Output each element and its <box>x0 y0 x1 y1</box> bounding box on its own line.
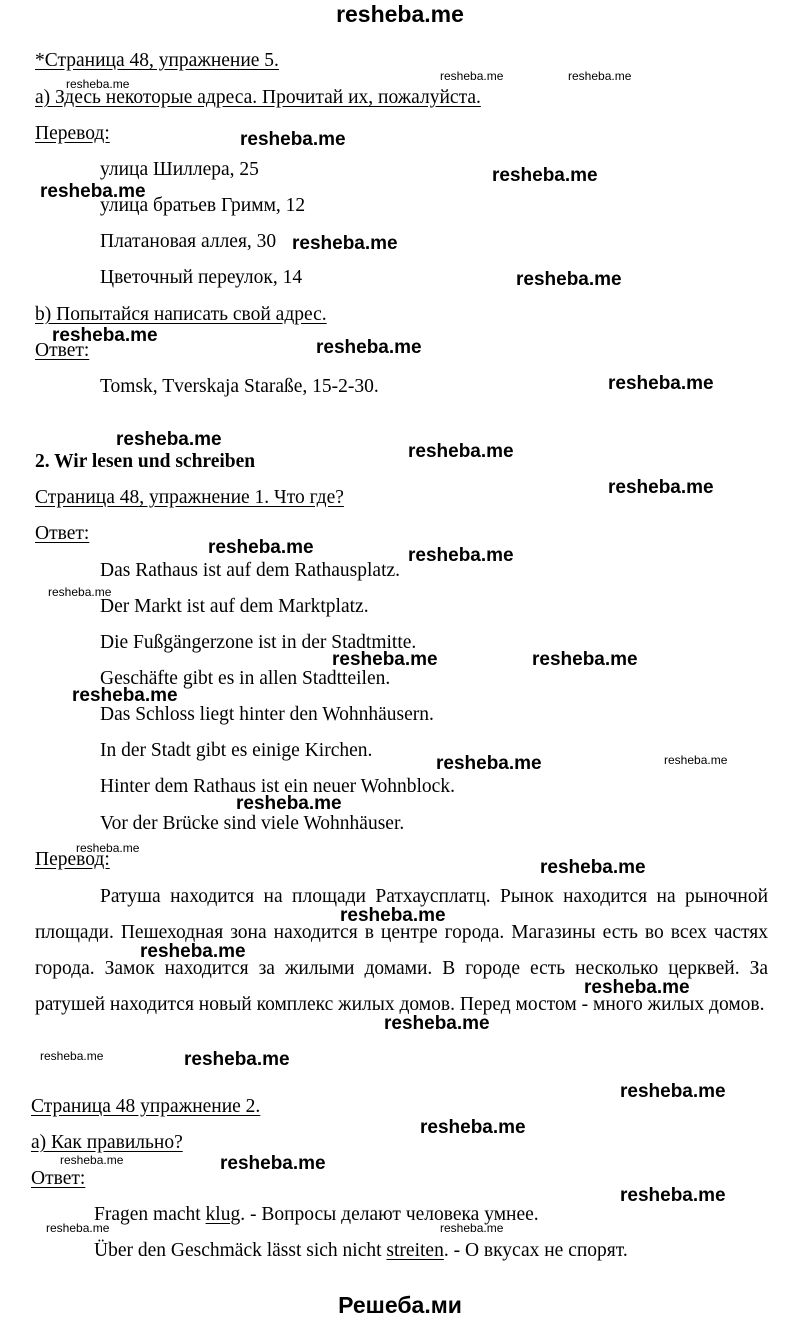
answer-label: Ответ: <box>31 1168 86 1189</box>
proverb-answer-word: streiten <box>386 1240 444 1261</box>
watermark: resheba.me <box>532 649 638 670</box>
task5b-prompt: b) Попытайся написать свой адрес. <box>35 304 327 325</box>
watermark: resheba.me <box>516 269 622 290</box>
site-footer: Решеба.ми <box>338 1292 462 1318</box>
task5a-prompt: a) Здесь некоторые адреса. Прочитай их, пожалуйста. <box>35 87 481 108</box>
answer-sentence: Das Rathaus ist auf dem Rathausplatz. <box>100 560 401 581</box>
answer-label: Ответ: <box>35 523 90 544</box>
watermark: resheba.me <box>420 1117 526 1138</box>
watermark: resheba.me <box>584 977 690 998</box>
translation-label: Перевод: <box>35 849 110 870</box>
watermark: resheba.me <box>140 941 246 962</box>
watermark: resheba.me <box>52 325 158 346</box>
watermark: resheba.me <box>408 441 514 462</box>
watermark-small: resheba.me <box>60 1153 124 1167</box>
watermark-small: resheba.me <box>40 1049 104 1063</box>
task1-title: Страница 48, упражнение 1. Что где? <box>35 487 344 508</box>
watermark-small: resheba.me <box>440 69 504 83</box>
watermark: resheba.me <box>384 1013 490 1034</box>
watermark: resheba.me <box>292 233 398 254</box>
watermark: resheba.me <box>240 129 346 150</box>
answer-sentence: Hinter dem Rathaus ist ein neuer Wohnblock. <box>100 776 455 797</box>
watermark-small: resheba.me <box>440 1221 504 1235</box>
answer-sentence: Vor der Brücke sind viele Wohnhäuser. <box>100 813 405 834</box>
watermark: resheba.me <box>608 477 714 498</box>
answer-sentence: Der Markt ist auf dem Marktplatz. <box>100 596 369 617</box>
watermark: resheba.me <box>184 1049 290 1070</box>
proverb-translation: . - Вопросы делают человека умнее. <box>240 1204 539 1225</box>
site-header: resheba.me <box>336 1 464 27</box>
watermark: resheba.me <box>236 793 342 814</box>
answer-sentence: Geschäfte gibt es in allen Stadtteilen. <box>100 668 391 689</box>
watermark-small: resheba.me <box>46 1221 110 1235</box>
watermark-small: resheba.me <box>66 77 130 91</box>
watermark: resheba.me <box>436 753 542 774</box>
answer-label: Ответ: <box>35 340 90 361</box>
address-line: улица братьев Гримм, 12 <box>100 195 306 216</box>
watermark: resheba.me <box>316 337 422 358</box>
watermark: resheba.me <box>340 905 446 926</box>
address-line: Платановая аллея, 30 <box>100 231 277 252</box>
watermark: resheba.me <box>208 537 314 558</box>
translation-paragraph: Ратуша находится на площади Ратхаусплатц. Рынок находится на рыночной площади. Пешеходная зона находится в центре города. Магазины есть во всех частях города. Замок находится за жилыми домами. В городе есть несколько церквей. За ратушей находится новый комплекс жилых домов. Перед мостом - много жилых домов. <box>35 886 768 1015</box>
watermark: resheba.me <box>220 1153 326 1174</box>
address-line: Цветочный переулок, 14 <box>100 267 303 288</box>
proverb-answer-word: klug <box>205 1204 241 1225</box>
task5-title: *Страница 48, упражнение 5. <box>35 50 279 71</box>
watermark: resheba.me <box>492 165 598 186</box>
watermark-small: resheba.me <box>568 69 632 83</box>
answer-address: Tomsk, Tverskaja Staraße, 15-2-30. <box>100 376 379 397</box>
address-line: улица Шиллера, 25 <box>100 159 259 180</box>
watermark: resheba.me <box>540 857 646 878</box>
proverb-text: Fragen macht <box>94 1204 206 1225</box>
answer-sentence: Das Schloss liegt hinter den Wohnhäusern. <box>100 704 434 725</box>
task2a-prompt: a) Как правильно? <box>31 1132 183 1153</box>
watermark-small: resheba.me <box>76 841 140 855</box>
watermark: resheba.me <box>408 545 514 566</box>
watermark: resheba.me <box>608 373 714 394</box>
proverb-translation: . - О вкусах не спорят. <box>443 1240 628 1261</box>
section-heading: 2. Wir lesen und schreiben <box>35 451 256 472</box>
answer-sentence: In der Stadt gibt es einige Kirchen. <box>100 740 373 761</box>
watermark: resheba.me <box>620 1185 726 1206</box>
watermark: resheba.me <box>620 1081 726 1102</box>
answer-sentence: Die Fußgängerzone ist in der Stadtmitte. <box>100 632 417 653</box>
translation-label: Перевод: <box>35 123 110 144</box>
watermark: resheba.me <box>72 685 178 706</box>
watermark: resheba.me <box>116 429 222 450</box>
proverb-text: Über den Geschmäck lässt sich nicht <box>94 1240 387 1261</box>
watermark-small: resheba.me <box>48 585 112 599</box>
task2-title: Страница 48 упражнение 2. <box>31 1096 261 1117</box>
watermark: resheba.me <box>40 181 146 202</box>
watermark: resheba.me <box>332 649 438 670</box>
watermark-small: resheba.me <box>664 753 728 767</box>
proverb-line <box>94 1240 628 1262</box>
